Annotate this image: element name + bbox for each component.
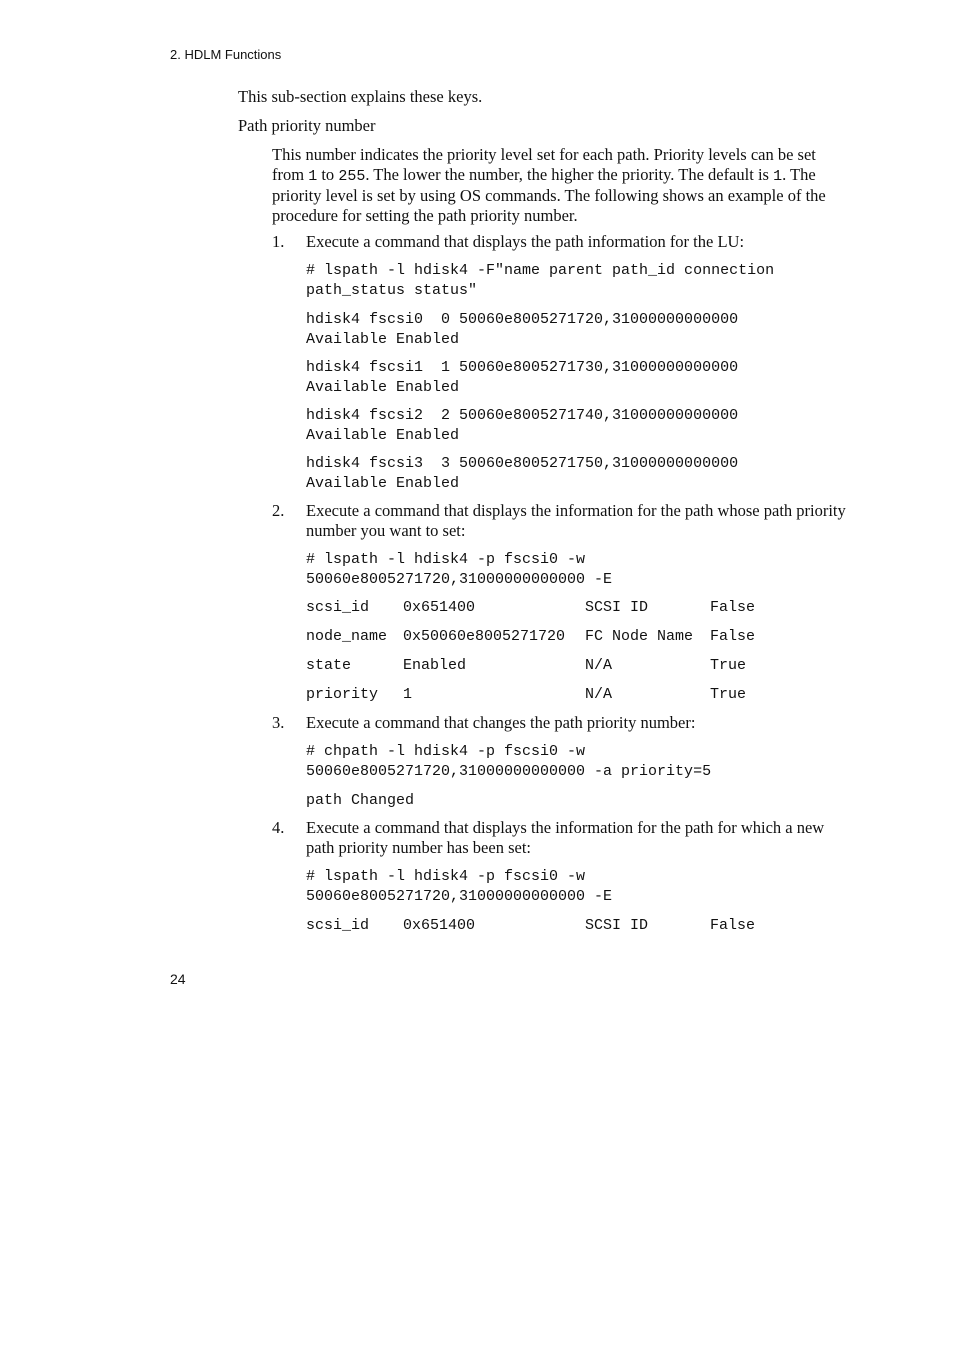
attr-name: scsi_id [306, 599, 370, 616]
attr-name: state [306, 657, 352, 674]
step-text-4: Execute a command that displays the information for the path for which a new path priority number has been set: [306, 818, 825, 857]
attr-value: 0x651400 [403, 599, 476, 616]
code-output-line: hdisk4 fscsi2 2 50060e8005271740,31000000000000 Available Enabled [306, 407, 739, 444]
attr-settable: False [710, 917, 756, 934]
attr-settable: True [710, 686, 747, 703]
attr-value: Enabled [403, 657, 467, 674]
attr-description: FC Node Name [585, 628, 694, 645]
running-header: 2. HDLM Functions [170, 47, 282, 62]
attr-description: SCSI ID [585, 599, 649, 616]
page-number: 24 [170, 971, 186, 987]
step-text-2: Execute a command that displays the information for the path whose path priority number you want to set: [306, 501, 846, 540]
step-number-3: 3. [272, 713, 285, 732]
attr-description: N/A [585, 657, 613, 674]
description-paragraph: This number indicates the priority level set for each path. Priority levels can be set from 1 to 255. The lower the number, the higher the priority. The default is 1. The priority level is set by using OS commands. The following shows an example of the procedure for setting the path priority number. [272, 145, 826, 225]
attr-name: priority [306, 686, 379, 703]
code-output-line: hdisk4 fscsi3 3 50060e8005271750,31000000000000 Available Enabled [306, 455, 739, 492]
step-text-1: Execute a command that displays the path information for the LU: [306, 232, 745, 251]
attr-description: N/A [585, 686, 613, 703]
code-lspath-command: # lspath -l hdisk4 -F"name parent path_id connection path_status status" [306, 262, 775, 299]
section-heading: Path priority number [238, 116, 376, 135]
code-output-line: hdisk4 fscsi1 1 50060e8005271730,31000000000000 Available Enabled [306, 359, 739, 396]
step-number-2: 2. [272, 501, 285, 520]
step-number-4: 4. [272, 818, 285, 837]
attr-value: 0x651400 [403, 917, 476, 934]
attr-settable: True [710, 657, 747, 674]
code-lspath-command: # lspath -l hdisk4 -p fscsi0 -w 50060e8005271720,31000000000000 -E [306, 868, 613, 905]
attr-settable: False [710, 599, 756, 616]
attr-settable: False [710, 628, 756, 645]
attr-name: scsi_id [306, 917, 370, 934]
attr-name: node_name [306, 628, 388, 645]
attr-description: SCSI ID [585, 917, 649, 934]
code-output-line: hdisk4 fscsi0 0 50060e8005271720,31000000000000 Available Enabled [306, 311, 739, 348]
attribute-row [306, 916, 756, 955]
code-lspath-command: # lspath -l hdisk4 -p fscsi0 -w 50060e8005271720,31000000000000 -E [306, 551, 613, 588]
attr-value: 0x50060e8005271720 [403, 628, 566, 645]
code-chpath-command: # chpath -l hdisk4 -p fscsi0 -w 50060e8005271720,31000000000000 -a priority=5 [306, 743, 712, 780]
step-number-1: 1. [272, 232, 285, 251]
intro-text: This sub-section explains these keys. [238, 87, 483, 106]
step-text-3: Execute a command that changes the path priority number: [306, 713, 696, 732]
code-output-line: path Changed [306, 792, 415, 809]
attr-value: 1 [403, 686, 413, 703]
